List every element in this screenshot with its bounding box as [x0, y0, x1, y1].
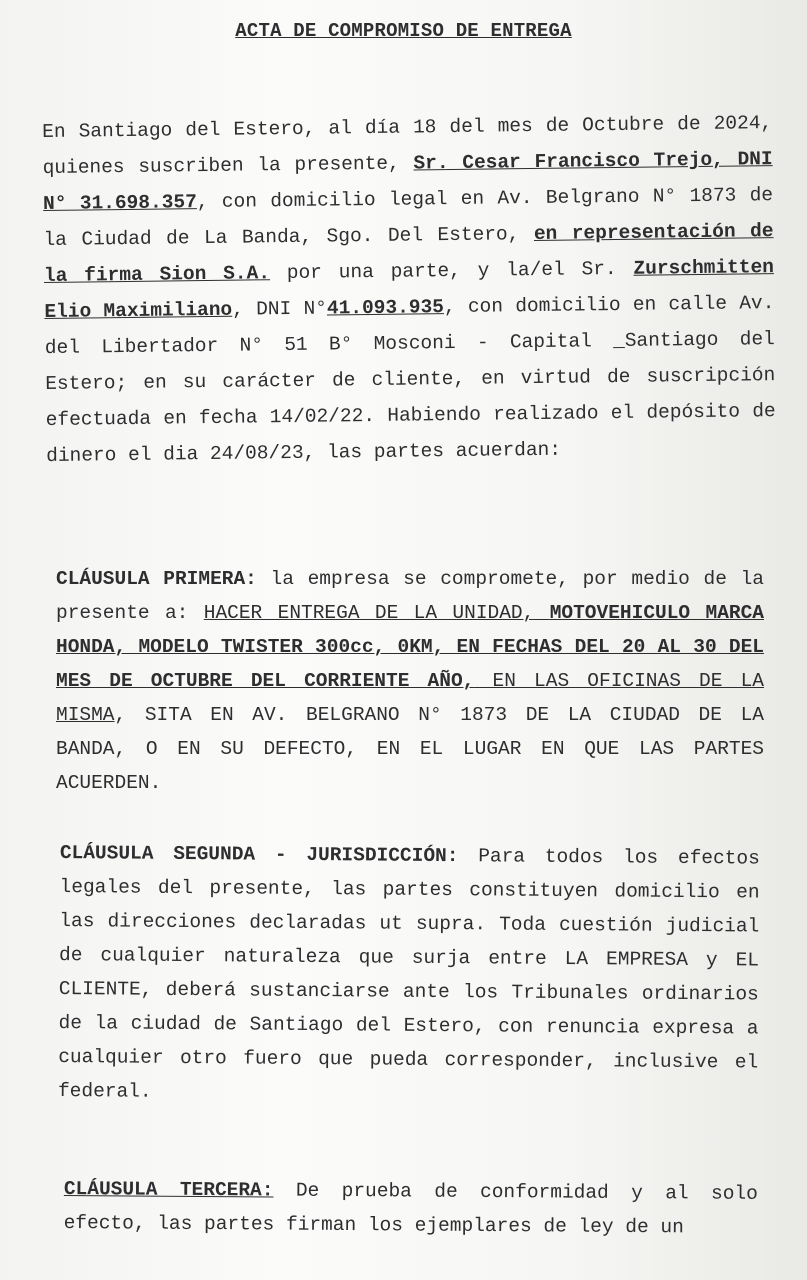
clause-second	[58, 836, 760, 1113]
clause-second-text: Para todos los efectos legales del presente, las partes constituyen domicilio en las direcciones declaradas ut supra. Toda cuestión judicial de cualquier naturaleza que surja entre LA EMPRESA y EL CLIENTE, deberá sustanciarse ante los Tribunales ordinarios de la ciudad de Santiago del Estero, con renuncia expresa a cualquier otro fuero que pueda corresponder, inclusive el federal.	[57, 845, 760, 1103]
intro-text-2: , con domicilio legal en Av. Belgrano N° 1873 de la Ciudad de La Banda, Sgo. Del Estero,	[43, 184, 774, 251]
intro-text-5: , con domicilio en calle Av. del Libertador N° 51 B° Mosconi - Capital _Santiago del Estero; en su carácter de cliente, en virtud de suscripción efectuada en fecha 14/02/22. Habiendo realizado el depósito de dinero el dia 24/08/23, las partes acuerdan:	[44, 292, 776, 467]
clause-first-vehicle: MOTOVEHICULO MARCA HONDA, MODELO TWISTER 300cc, 0KM, EN FECHAS DEL 20 AL 30 DEL MES DE OCTUBRE DEL CORRIENTE AÑO,	[56, 602, 764, 692]
clause-third-heading: CLÁUSULA TERCERA:	[63, 1177, 274, 1202]
intro-text-3: por una parte, y la/el Sr.	[269, 257, 634, 285]
clause-third-text: De prueba de conformidad y al solo efecto, las partes firman los ejemplares de ley de un	[63, 1179, 758, 1239]
clause-first-heading: CLÁUSULA PRIMERA:	[56, 568, 257, 590]
clause-third	[64, 1172, 758, 1245]
client-dni: 41.093.935	[326, 296, 445, 320]
intro-paragraph	[42, 105, 776, 474]
clause-first-text-2: , SITA EN AV. BELGRANO N° 1873 DE LA CIUDAD DE LA BANDA, O EN SU DEFECTO, EN EL LUGAR EN QUE LAS PARTES ACUERDEN.	[56, 704, 764, 794]
intro-text-4: , DNI N°	[232, 297, 328, 321]
intro-text-1: En Santiago del Estero, al día 18 del mes de Octubre de 2024, quienes suscriben la presente,	[42, 112, 773, 179]
clause-second-heading: CLÁUSULA SEGUNDA - JURISDICCIÓN:	[59, 841, 459, 868]
document-title: ACTA DE COMPROMISO DE ENTREGA	[235, 20, 572, 42]
clause-first-underlined-2: EN LAS OFICINAS DE LA MISMA	[56, 670, 764, 726]
clause-first-text-1: la empresa se compromete, por medio de la presente a:	[56, 568, 764, 624]
client-name: Zurschmitten Elio Maximiliano	[44, 256, 775, 323]
company-representation: en representación de la firma Sion S.A.	[43, 220, 774, 287]
clause-first	[56, 562, 764, 800]
seller-name: Sr. Cesar Francisco Trejo, DNI N° 31.698.357	[42, 148, 773, 215]
clause-first-underlined-1: HACER ENTREGA DE LA UNIDAD,	[203, 602, 550, 624]
